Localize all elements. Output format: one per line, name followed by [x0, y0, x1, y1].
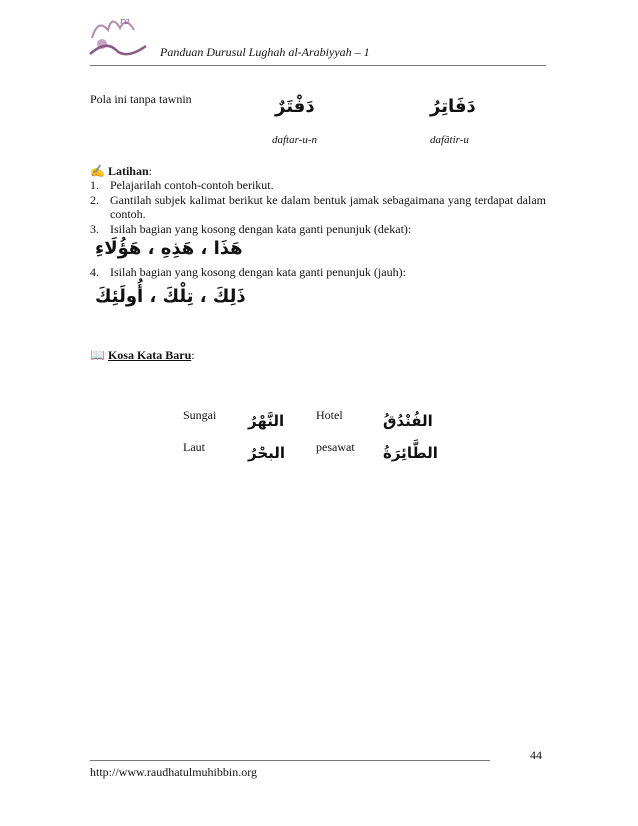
- vocab-ar-1: النَّهْرُ: [248, 412, 285, 430]
- arabic-word-plural: دَفَاتِرُ: [430, 96, 476, 117]
- arabic-far-demonstratives: ذَلِكَ ، تِلْكَ ، أُولَئِكَ: [95, 286, 246, 307]
- vocab-id-1: Sungai: [183, 408, 217, 422]
- vocab-ar-2: الفُنْدُقُ: [383, 412, 433, 430]
- arabic-word-singular: دَفْتَرٌ: [275, 96, 315, 117]
- footer-divider: [90, 760, 490, 761]
- vocab-id-4: pesawat: [316, 440, 355, 454]
- header-title: Panduan Durusul Lughah al-Arabiyyah – 1: [160, 45, 370, 59]
- vocab-id-2: Hotel: [316, 408, 343, 422]
- item-text: Gantilah subjek kalimat berikut ke dalam bentuk jamak sebagaimana yang terdapat dalam contoh.: [110, 192, 546, 221]
- svg-text:ra: ra: [120, 17, 130, 27]
- vocab-ar-4: الطَّائِرَةُ: [383, 444, 438, 462]
- vocab-id-3: Laut: [183, 440, 205, 454]
- list-item: [90, 178, 546, 193]
- pattern-label: Pola ini tanpa tawnin: [90, 92, 192, 106]
- vocabulary-heading: [90, 348, 195, 363]
- footer-url[interactable]: http://www.raudhatulmuhibbin.org: [90, 765, 257, 779]
- item-text: Isilah bagian yang kosong dengan kata ganti penunjuk (dekat):: [110, 221, 412, 236]
- item-number: 2.: [90, 192, 99, 207]
- publisher-logo: [86, 10, 150, 60]
- list-item: [90, 222, 546, 237]
- vocab-ar-3: البحْرُ: [248, 444, 286, 462]
- item-number: 1.: [90, 178, 99, 192]
- item-number: 4.: [90, 265, 99, 279]
- pencil-icon: ✍: [90, 164, 105, 178]
- translit-singular: daftar-u-n: [272, 134, 317, 146]
- latihan-title: Latihan: [107, 164, 149, 178]
- exercise-list: [90, 178, 546, 236]
- list-item: [90, 265, 546, 280]
- page-number: 44: [530, 748, 542, 762]
- arabic-near-demonstratives: هَذَا ، هَذِهِ ، هَؤُلَاءِ: [95, 238, 243, 259]
- item-text: Isilah bagian yang kosong dengan kata ganti penunjuk (jauh):: [110, 265, 406, 279]
- translit-plural: dafâtir-u: [430, 134, 469, 146]
- item-number: 3.: [90, 221, 99, 236]
- latihan-heading: ✍ Latihan:: [90, 164, 152, 178]
- header-divider: [90, 65, 546, 66]
- book-icon: 📖: [90, 348, 105, 362]
- vocabulary-title: Kosa Kata Baru: [107, 348, 192, 362]
- list-item: [90, 193, 546, 222]
- vocabulary-title-suffix: :: [191, 348, 195, 362]
- item-text: Pelajarilah contoh-contoh berikut.: [110, 178, 274, 192]
